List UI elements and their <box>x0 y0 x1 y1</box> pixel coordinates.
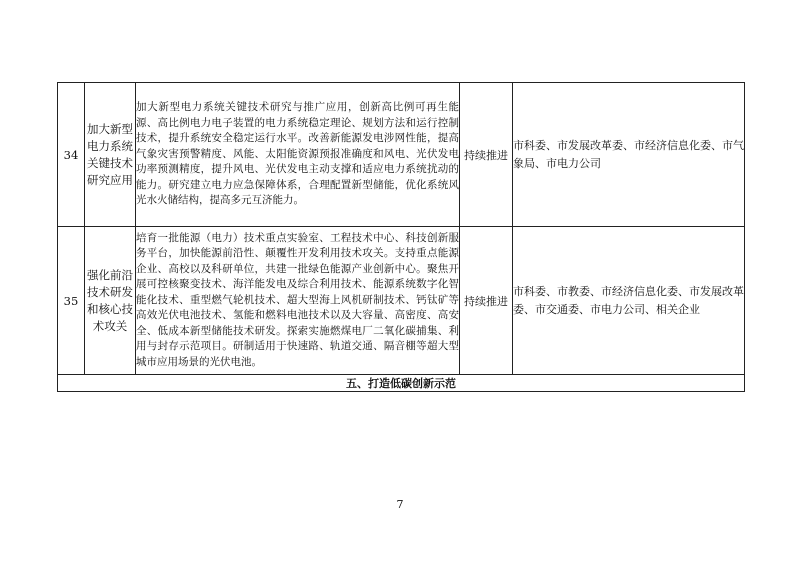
page-number: 7 <box>396 498 404 511</box>
task-timeline: 持续推进 <box>460 227 513 375</box>
responsible-departments: 市科委、市教委、市经济信息化委、市发展改革委、市交通委、市电力公司、相关企业 <box>513 227 745 375</box>
task-table <box>57 82 745 392</box>
section-row <box>58 375 745 392</box>
task-content: 培育一批能源（电力）技术重点实验室、工程技术中心、科技创新服务平台，加快能源前沿性、颠覆性开发利用技术攻关。支持重点能源企业、高校以及科研单位，共建一批绿色能源产业创新中心。聚焦开展可控核聚变技术、海洋能发电及综合利用技术、能源系统数字化智能化技术、重型燃气轮机技术、超大型海上风机研制技术、钙钛矿等高效光伏电池技术、氢能和燃料电池技术以及大容量、高密度、高安全、低成本新型储能技术研发。探索实施燃煤电厂二氧化碳捕集、利用与封存示范项目。研制适用于快速路、轨道交通、隔音棚等超大型城市应用场景的光伏电池。 <box>136 227 460 375</box>
row-number: 34 <box>58 83 85 227</box>
task-timeline: 持续推进 <box>460 83 513 227</box>
task-content: 加大新型电力系统关键技术研究与推广应用，创新高比例可再生能源、高比例电力电子装置的电力系统稳定理论、规划方法和运行控制技术，提升系统安全稳定运行水平。改善新能源发电涉网性能，提高气象灾害预警精度、风能、太阳能资源预报准确度和风电、光伏发电功率预测精度，提升风电、光伏发电主动支撑和适应电力系统扰动的能力。研究建立电力应急保障体系，合理配置新型储能，优化系统风光水火储结构，提高多元互济能力。 <box>136 83 460 227</box>
responsible-departments: 市科委、市发展改革委、市经济信息化委、市气象局、市电力公司 <box>513 83 745 227</box>
task-name: 加大新型电力系统关键技术研究应用 <box>85 83 136 227</box>
table-row <box>58 83 745 227</box>
row-number: 35 <box>58 227 85 375</box>
section-heading: 五、打造低碳创新示范 <box>58 375 745 392</box>
task-name: 强化前沿技术研发和核心技术攻关 <box>85 227 136 375</box>
table-row <box>58 227 745 375</box>
